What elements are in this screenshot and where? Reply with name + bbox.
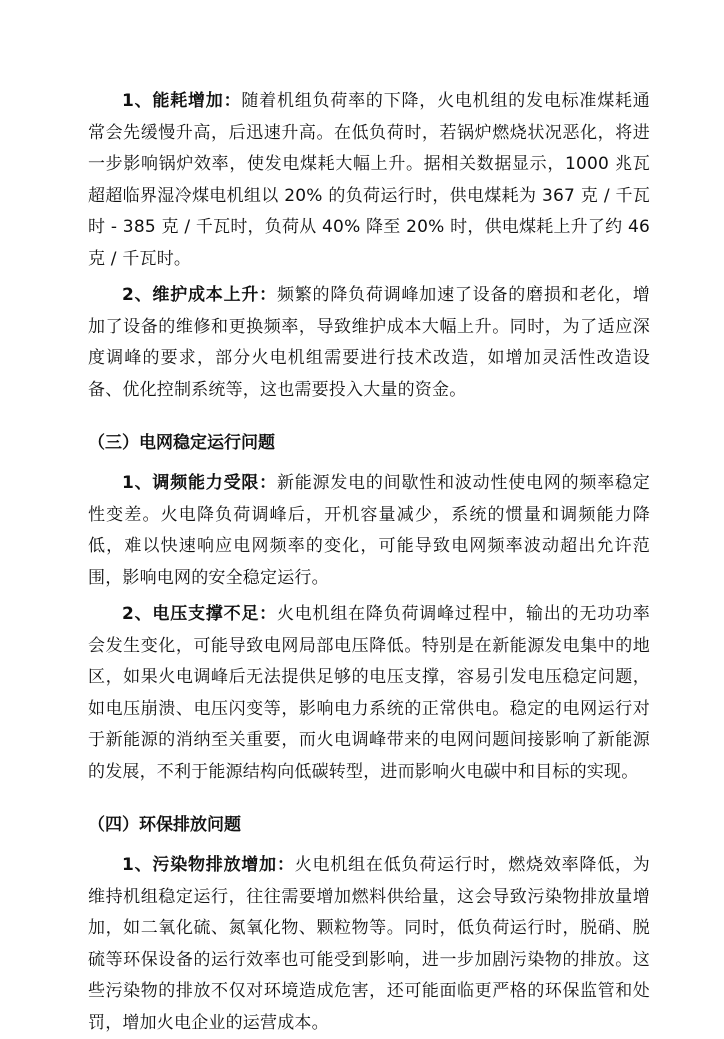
paragraph-text: 随着机组负荷率的下降，火电机组的发电标准煤耗通常会先缓慢升高，后迅速升高。在低负荷时，若锅炉燃烧状况恶化，将进一步影响锅炉效率，使发电煤耗大幅上升。据相关数据显示，1000 兆瓦超超临界湿冷煤电机组以 20% 的负荷运行时，供电煤耗为 367 克 / 千瓦时 - 385 克 / 千瓦时，负荷从 40% 降至 20% 时，供电煤耗上升了约 46 克 / 千瓦时。 xyxy=(88,91,650,269)
paragraph-maintenance-cost xyxy=(88,280,650,406)
paragraph-lead: 1、能耗增加： xyxy=(122,91,242,111)
paragraph-voltage-support xyxy=(88,599,650,788)
paragraph-frequency-regulation xyxy=(88,468,650,594)
section-heading-emissions: （四）环保排放问题 xyxy=(88,815,241,835)
paragraph-pollutant-emissions xyxy=(88,850,650,1039)
paragraph-energy-consumption xyxy=(88,86,650,275)
paragraph-text: 频繁的降负荷调峰加速了设备的磨损和老化，增加了设备的维修和更换频率，导致维护成本大幅上升。同时，为了适应深度调峰的要求，部分火电机组需要进行技术改造，如增加灵活性改造设备、优化控制系统等，这也需要投入大量的资金。 xyxy=(88,285,650,400)
paragraph-lead: 2、维护成本上升： xyxy=(122,285,277,305)
paragraph-lead: 2、电压支撑不足： xyxy=(122,604,277,624)
paragraph-text: 新能源发电的间歇性和波动性使电网的频率稳定性变差。火电降负荷调峰后，开机容量减少，系统的惯量和调频能力降低，难以快速响应电网频率的变化，可能导致电网频率波动超出允许范围，影响电网的安全稳定运行。 xyxy=(88,473,650,588)
paragraph-text: 火电机组在降负荷调峰过程中，输出的无功功率会发生变化，可能导致电网局部电压降低。特别是在新能源发电集中的地区，如果火电调峰后无法提供足够的电压支撑，容易引发电压稳定问题，如电压崩溃、电压闪变等，影响电力系统的正常供电。稳定的电网运行对于新能源的消纳至关重要，而火电调峰带来的电网问题间接影响了新能源的发展，不利于能源结构向低碳转型，进而影响火电碳中和目标的实现。 xyxy=(88,604,650,782)
paragraph-lead: 1、污染物排放增加： xyxy=(122,855,295,875)
section-heading-grid-stability: （三）电网稳定运行问题 xyxy=(88,433,275,453)
paragraph-text: 火电机组在低负荷运行时，燃烧效率降低，为维持机组稳定运行，往往需要增加燃料供给量，这会导致污染物排放量增加，如二氧化硫、氮氧化物、颗粒物等。同时，低负荷运行时，脱硝、脱硫等环保设备的运行效率也可能受到影响，进一步加剧污染物的排放。这些污染物的排放不仅对环境造成危害，还可能面临更严格的环保监管和处罚，增加火电企业的运营成本。 xyxy=(88,855,650,1033)
paragraph-lead: 1、调频能力受限： xyxy=(122,473,277,493)
